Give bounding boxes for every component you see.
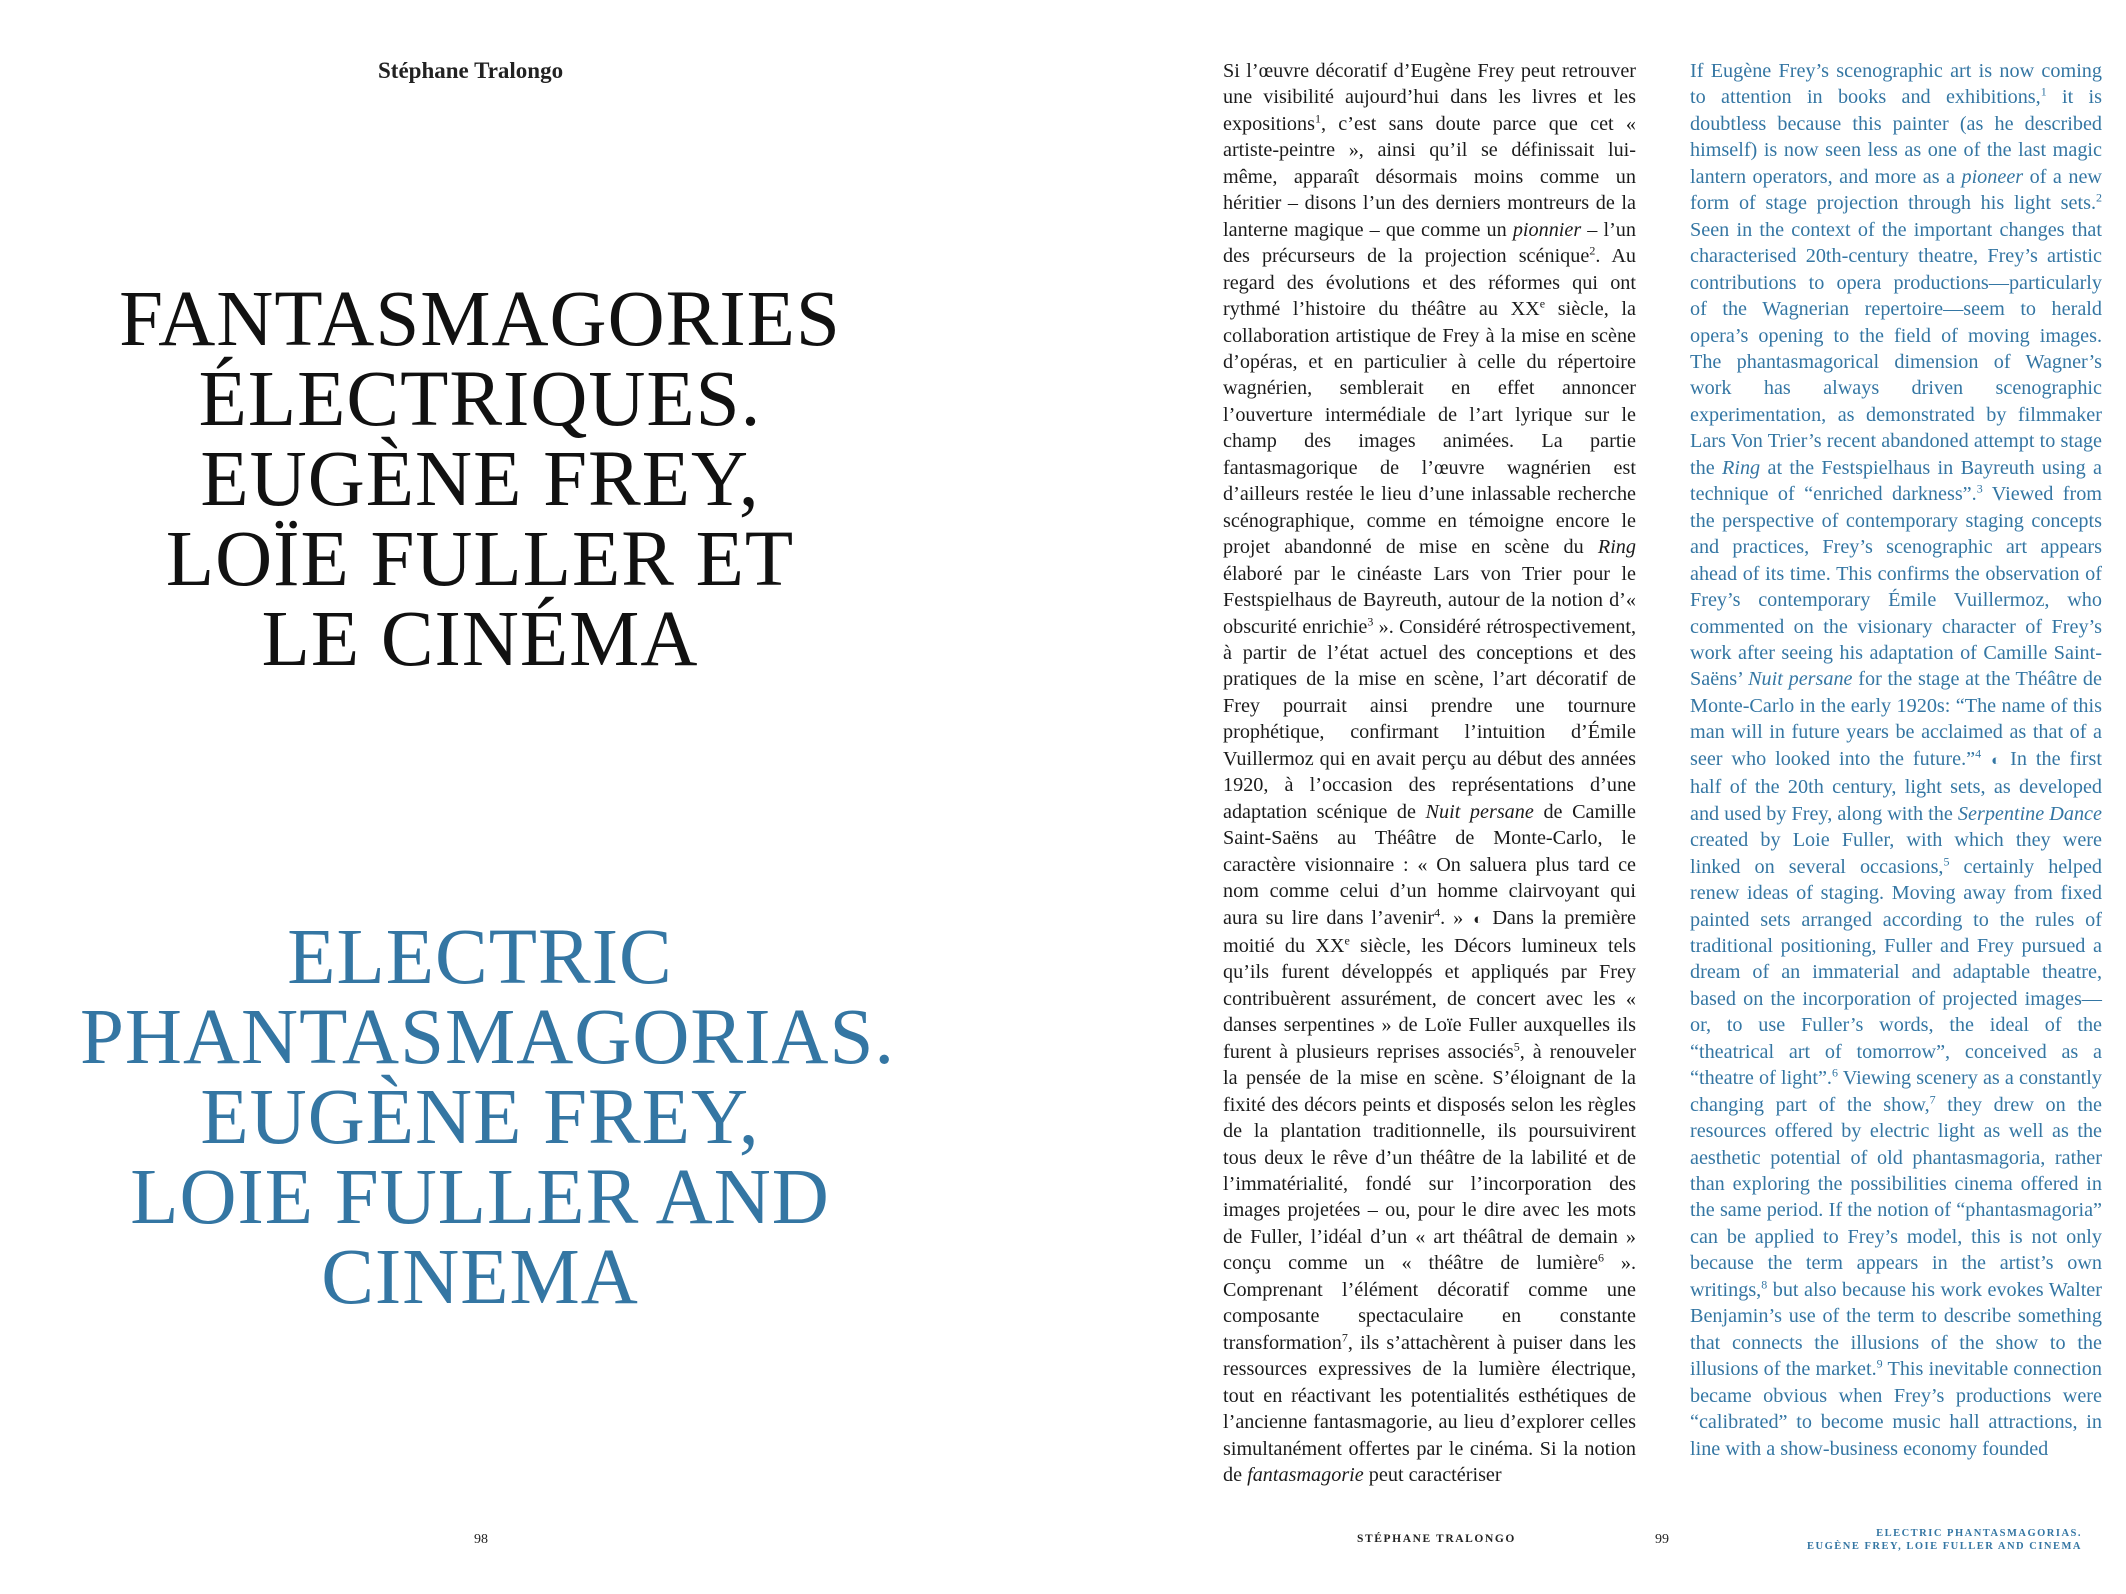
title-en-line: EUGÈNE FREY, (200, 1074, 760, 1161)
paragraph-mark-icon: ◐ (1991, 752, 2001, 769)
title-french (80, 276, 880, 683)
running-footer-title (1752, 1527, 2082, 1553)
title-fr-line: FANTASMAGORIES (119, 276, 841, 363)
running-footer-author: STÉPHANE TRALONGO (1357, 1533, 1516, 1545)
title-en-line: ELECTRIC (287, 914, 673, 1001)
title-fr-line: LE CINÉMA (261, 596, 699, 683)
running-title-line: ELECTRIC PHANTASMAGORIAS. (1876, 1528, 2082, 1539)
body-column-english (1690, 58, 2102, 1498)
page-number-left: 98 (474, 1532, 488, 1547)
running-title-line: EUGÈNE FREY, LOIE FULLER AND CINEMA (1807, 1541, 2082, 1552)
title-fr-line: EUGÈNE FREY, (200, 436, 760, 523)
paragraph-mark-icon: ◐ (1473, 911, 1483, 928)
title-en-line: CINEMA (321, 1234, 639, 1321)
chapter-author: Stéphane Tralongo (378, 58, 564, 83)
title-fr-line: ÉLECTRIQUES. (198, 356, 762, 443)
title-en-line: PHANTASMAGORIAS. (80, 994, 896, 1081)
page-number-right: 99 (1655, 1532, 1669, 1547)
title-fr-line: LOÏE FULLER ET (165, 516, 795, 603)
paragraph-en: If Eugène Frey’s scenographic art is now coming to attention in books and exhibitions,$^1$ it is doubtless because this painter (as he described himself) is now seen less as one of the last magic lantern operators, and more as a pioneer of a new form of stage projection through his light sets.$^2$ Seen in the context of the important changes that characterised 20th-century theatre, Frey’s artistic contributions to opera productions—particularly of the Wagnerian repertoire—seem to herald opera’s opening to the field of moving images. The phantasmagorical dimension of Wagner’s work has always driven scenographic experimentation, as demonstrated by filmmaker Lars Von Trier’s recent abandoned attempt to stage the Ring at the Festspielhaus in Bayreuth using a technique of “enriched darkness”.$^3$ Viewed from the perspective of contemporary staging concepts and practices, Frey’s scenographic art appears ahead of its time. This confirms the observation of Frey’s contemporary Émile Vuillermoz, who commented on the visionary character of Frey’s work after seeing his adaptation of Camille Saint-Saëns’ Nuit persane for the stage at the Théâtre de Monte-Carlo in the early 1920s: “The name of this man will in future years be acclaimed as that of a seer who looked into the future.”$^4$ ◐ In the first half of the 20th century, light sets, as developed and used by Frey, along with the Serpentine Dance created by Loie Fuller, with which they were linked on several occasions,$^5$ certainly helped renew ideas of staging. Moving away from fixed painted sets arranged according to the rules of traditional positioning, Fuller and Frey pursued a dream of an immaterial and adaptable theatre, based on the incorporation of projected images—or, to use Fuller’s words, the ideal of the “theatrical art of tomorrow”, conceived as a “theatre of light”.$^6$ Viewing scenery as a constantly changing part of the show,$^7$ they drew on the resources offered by electric light as well as the aesthetic potential of old phantasmagoria, rather than exploring the possibilities cinema offered in the same period. If the notion of “phantasmagoria” can be applied to Frey’s model, this is not only because the term appears in the artist’s own writings,$^8$ but also because his work evokes Walter Benjamin’s use of the term to describe something that connects the illusions of the show to the illusions of the market.$^9$ This inevitable connection became obvious when Frey’s productions were “calibrated” to become music hall attractions, in line with a show-business economy founded (1690, 60, 2103, 1460)
title-en-line: LOIE FULLER AND (130, 1154, 830, 1241)
paragraph-fr: Si l’œuvre décoratif d’Eugène Frey peut retrouver une visibilité aujourd’hui dans les livres et les expositions$^1$, c’est sans doute parce que cet « artiste-peintre », ainsi qu’il se définissait lui-même, apparaît désormais moins comme un héritier – disons l’un des derniers montreurs de la lanterne magique – que comme un pionnier – l’un des précurseurs de la projection scénique$^2$. Au regard des évolutions et des réformes qui ont rythmé l’histoire du théâtre au XXe siècle, la collaboration artistique de Frey à la mise en scène d’opéras, et en particulier à celle du répertoire wagnérien, semblerait en effet annoncer l’ouverture intermédiale de l’art lyrique sur le champ des images animées. La partie fantasmagorique de l’œuvre wagnérien est d’ailleurs restée le lieu d’une inlassable recherche scénographique, comme en témoigne encore le projet abandonné de mise en scène du Ring élaboré par le cinéaste Lars von Trier pour le Festspielhaus de Bayreuth, autour de la notion d’« obscurité enrichie$^3$ ». Considéré rétrospectivement, à partir de l’état actuel des conceptions et des pratiques de la mise en scène, l’art décoratif de Frey pourrait ainsi prendre une tournure prophétique, confirmant l’intuition d’Émile Vuillermoz qui en avait perçu au début des années 1920, à l’occasion des représentations d’une adaptation scénique de Nuit persane de Camille Saint-Saëns au Théâtre de Monte-Carlo, le caractère visionnaire : « On saluera plus tard ce nom comme celui d’un homme clairvoyant qui aura su lire dans l’avenir$^4$. » ◐ Dans la première moitié du XXe siècle, les Décors lumineux tels qu’ils furent développés et appliqués par Frey contribuèrent assurément, de concert avec les « danses serpentines » de Loïe Fuller auxquelles ils furent à plusieurs reprises associés$^5$, à renouveler la pensée de la mise en scène. S’éloignant de la fixité des décors peints et disposés selon les règles de la plantation traditionnelle, ils poursuivirent tous deux le rêve d’un théâtre de la labilité et de l’immatérialité, fondé sur l’incorporation des images projetées – ou, pour le dire avec les mots de Fuller, l’idéal d’un « art théâtral de demain » conçu comme un « théâtre de lumière$^6$ ». Comprenant l’élément décoratif comme une composante spectaculaire en constante transformation$^7$, ils s’attachèrent à puiser dans les ressources expressives de la lumière électrique, tout en réactivant les potentialités esthétiques de l’ancienne fantasmagorie, au lieu d’explorer celles simultanément offertes par le cinéma. Si la notion de fantasmagorie peut caractériser (1223, 60, 1637, 1487)
body-column-french (1223, 58, 1636, 1498)
title-english (80, 914, 896, 1321)
